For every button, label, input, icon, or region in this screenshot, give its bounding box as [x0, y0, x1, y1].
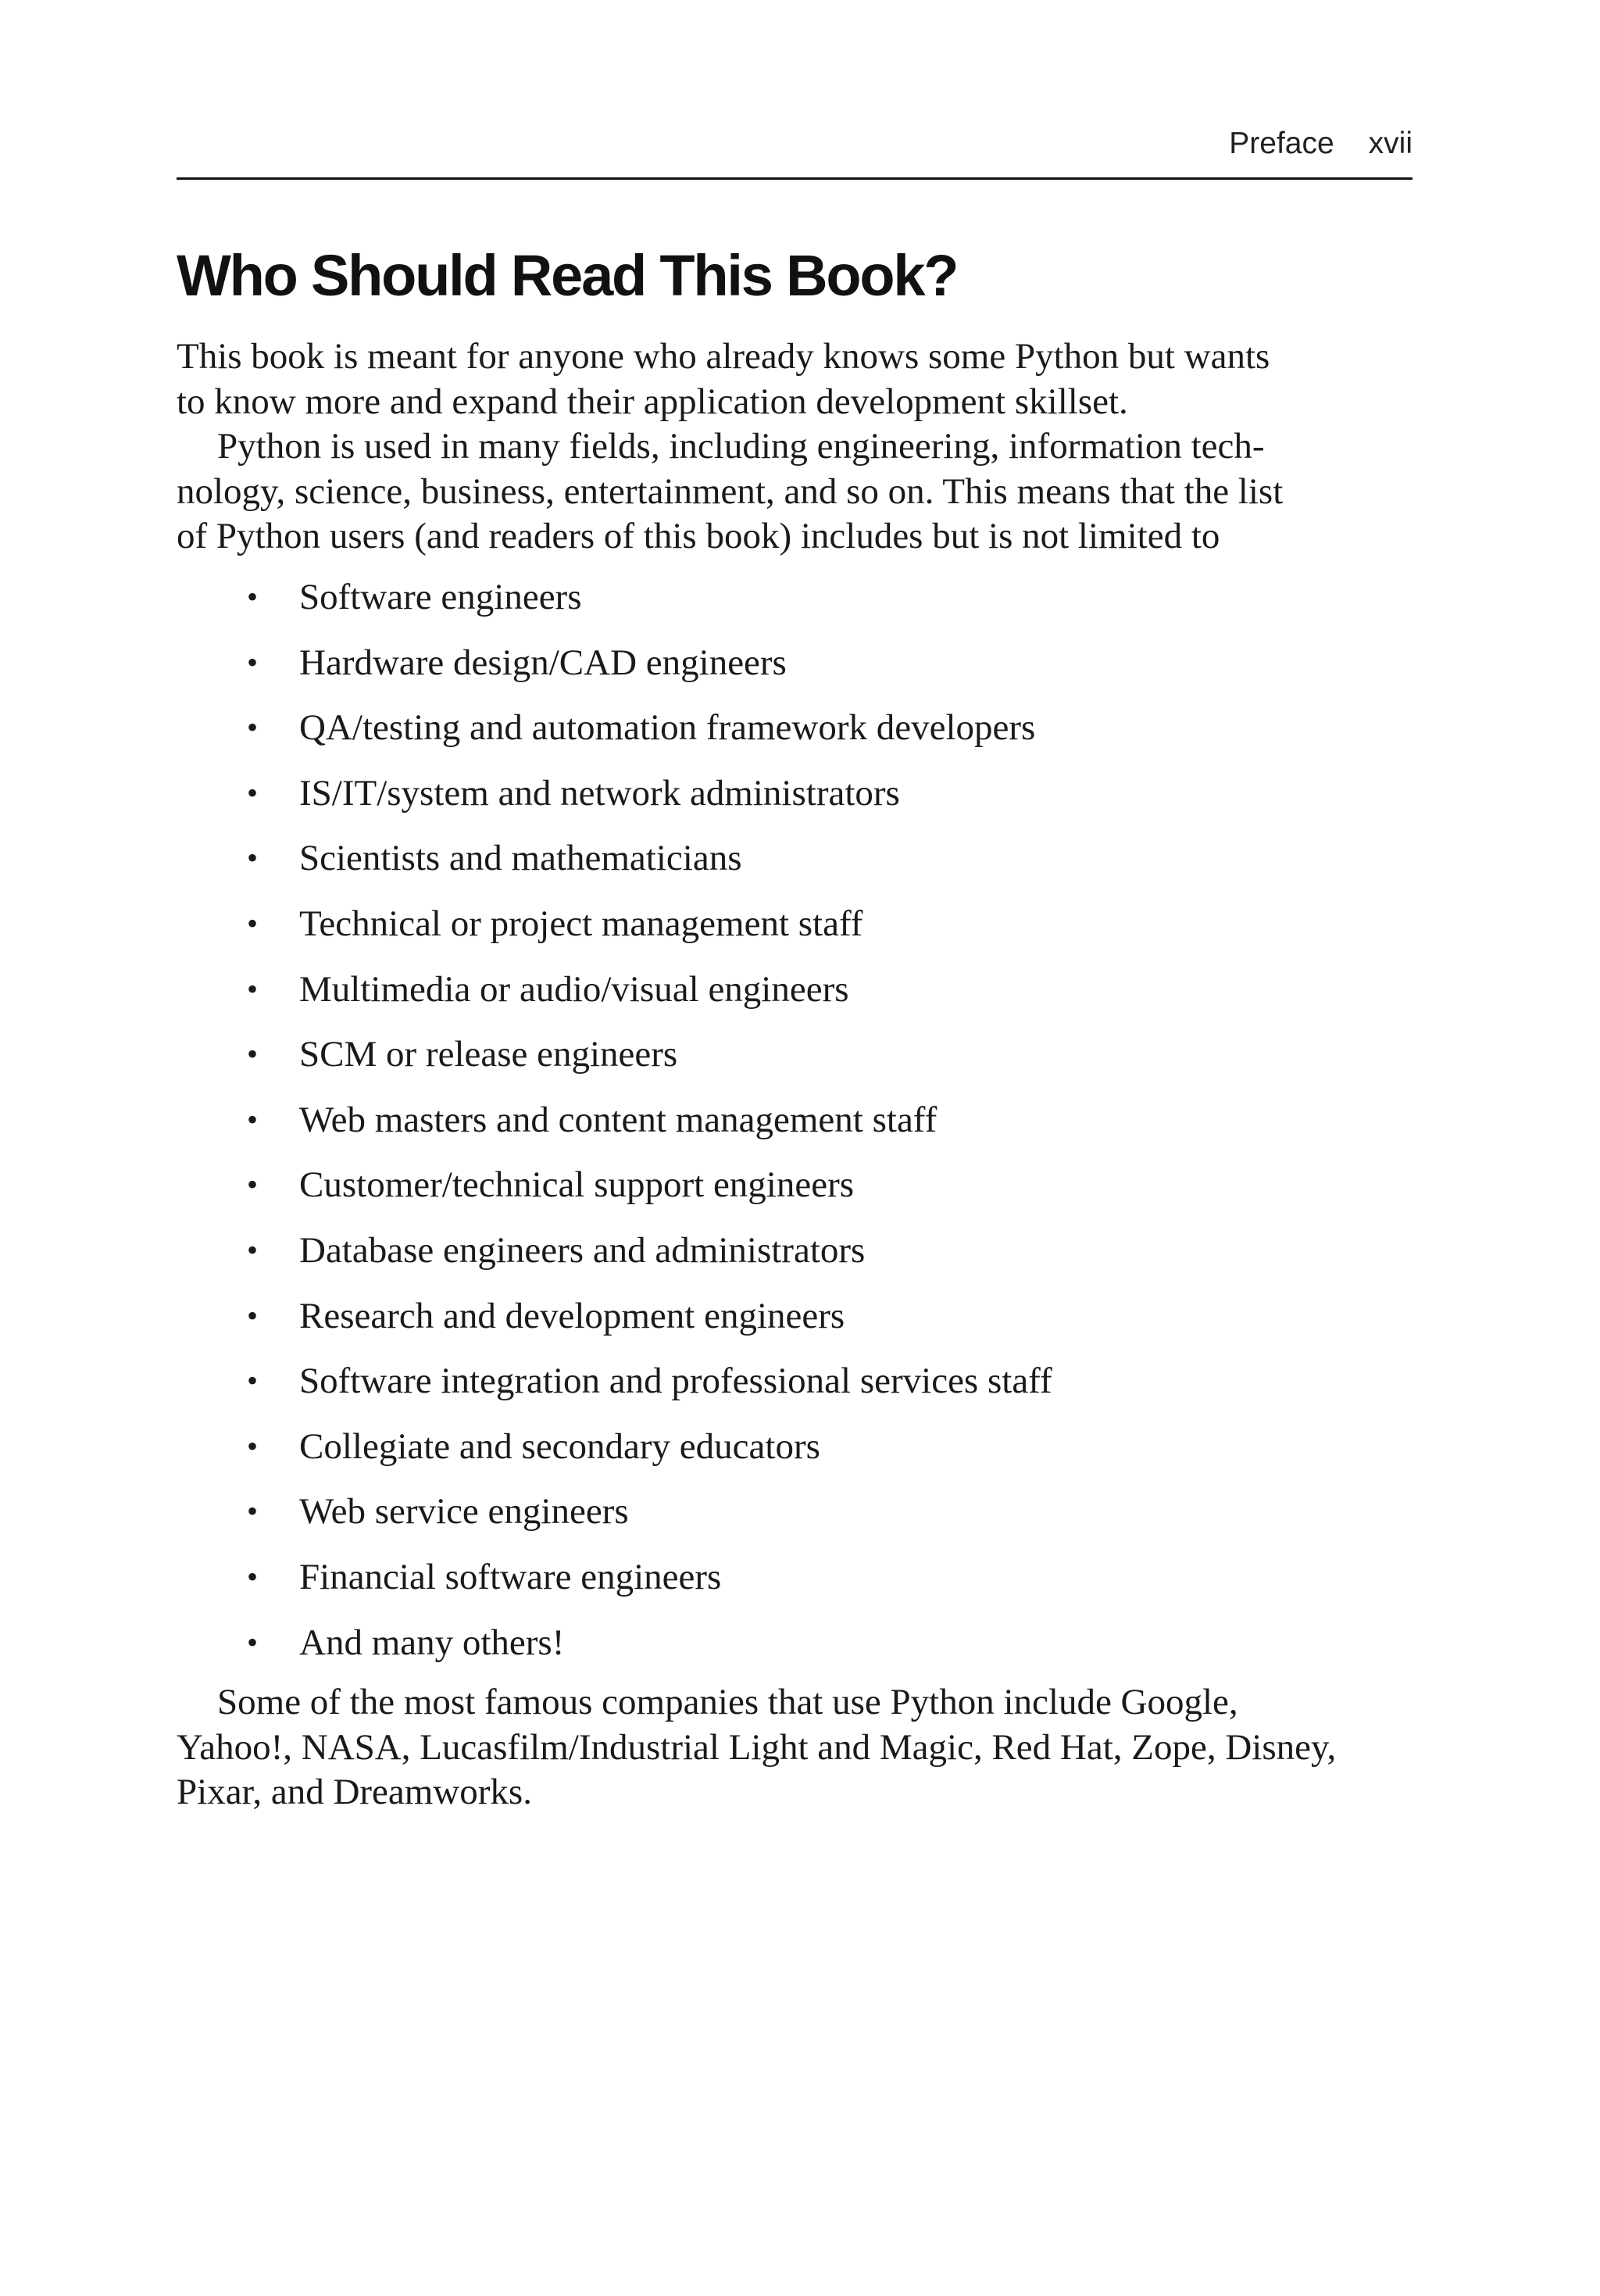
bullet-icon: •	[247, 644, 259, 680]
text-line: nology, science, business, entertainment, and so on. This means that the list	[177, 470, 1284, 512]
running-header	[1229, 122, 1412, 166]
list-item-label: QA/testing and automation framework developers	[299, 707, 1036, 749]
text-line: Python is used in many fields, including engineering, information tech-	[217, 426, 1265, 467]
list-item	[177, 1293, 1412, 1359]
book-page	[177, 0, 1412, 2296]
bullet-icon: •	[247, 1297, 259, 1333]
list-item	[177, 1554, 1412, 1620]
text-line: of Python users (and readers of this book) includes but is not limited to	[177, 516, 1220, 556]
bullet-icon: •	[247, 1493, 259, 1529]
bullet-icon: •	[247, 905, 259, 941]
list-item-label: IS/IT/system and network administrators	[299, 772, 900, 814]
bullet-icon: •	[247, 579, 259, 614]
reader-role-list	[177, 574, 1412, 1685]
text-line: to know more and expand their application development skillset.	[177, 381, 1128, 422]
section-heading: Who Should Read This Book?	[177, 243, 958, 308]
list-item	[177, 1228, 1412, 1293]
list-item	[177, 901, 1412, 967]
list-item-label: Customer/technical support engineers	[299, 1164, 855, 1206]
list-item-label: Database engineers and administrators	[299, 1229, 866, 1271]
list-item	[177, 1620, 1412, 1686]
list-item-label: And many others!	[299, 1622, 565, 1663]
bullet-icon: •	[247, 710, 259, 746]
list-item	[177, 771, 1412, 836]
list-item	[177, 1358, 1412, 1424]
list-item	[177, 705, 1412, 771]
list-item	[177, 1032, 1412, 1097]
list-item-label: Web service engineers	[299, 1491, 629, 1532]
header-divider	[177, 177, 1412, 180]
list-item	[177, 574, 1412, 640]
bullet-icon: •	[247, 1428, 259, 1464]
page-number: xvii	[1368, 127, 1412, 160]
list-item	[177, 967, 1412, 1032]
bullet-icon: •	[247, 1036, 259, 1072]
list-item-label: Web masters and content management staff	[299, 1099, 938, 1140]
bullet-icon: •	[247, 1624, 259, 1660]
list-item-label: Collegiate and secondary educators	[299, 1425, 820, 1467]
bullet-icon: •	[247, 1558, 259, 1594]
list-item	[177, 1097, 1412, 1163]
text-line: Pixar, and Dreamworks.	[177, 1772, 532, 1812]
bullet-icon: •	[247, 840, 259, 876]
list-item	[177, 640, 1412, 706]
header-section-title: Preface	[1229, 127, 1334, 160]
bullet-icon: •	[247, 1363, 259, 1399]
text-line: Yahoo!, NASA, Lucasfilm/Industrial Light and Magic, Red Hat, Zope, Disney,	[177, 1726, 1337, 1768]
list-item	[177, 1424, 1412, 1490]
bullet-icon: •	[247, 1167, 259, 1203]
list-item-label: Research and development engineers	[299, 1295, 845, 1336]
list-item-label: Software integration and professional services staff	[299, 1361, 1052, 1402]
list-item-label: Scientists and mathematicians	[299, 838, 742, 879]
list-item-label: SCM or release engineers	[299, 1034, 678, 1075]
text-line: Some of the most famous companies that use Python include Google,	[217, 1682, 1238, 1722]
list-item	[177, 835, 1412, 901]
list-item-label: Multimedia or audio/visual engineers	[299, 968, 849, 1010]
list-item-label: Financial software engineers	[299, 1556, 722, 1597]
list-item	[177, 1162, 1412, 1228]
list-item	[177, 1489, 1412, 1554]
intro-text	[177, 334, 1412, 560]
bullet-icon: •	[247, 1232, 259, 1268]
list-item-label: Technical or project management staff	[299, 903, 863, 944]
list-item-label: Software engineers	[299, 577, 582, 617]
intro-paragraph-2	[177, 424, 1412, 560]
bullet-icon: •	[247, 774, 259, 810]
list-item-label: Hardware design/CAD engineers	[299, 642, 787, 683]
text-line: This book is meant for anyone who already knows some Python but wants	[177, 336, 1270, 377]
bullet-icon: •	[247, 1101, 259, 1137]
bullet-icon: •	[247, 971, 259, 1007]
intro-paragraph-1	[177, 334, 1412, 424]
closing-paragraph	[177, 1680, 1412, 1815]
